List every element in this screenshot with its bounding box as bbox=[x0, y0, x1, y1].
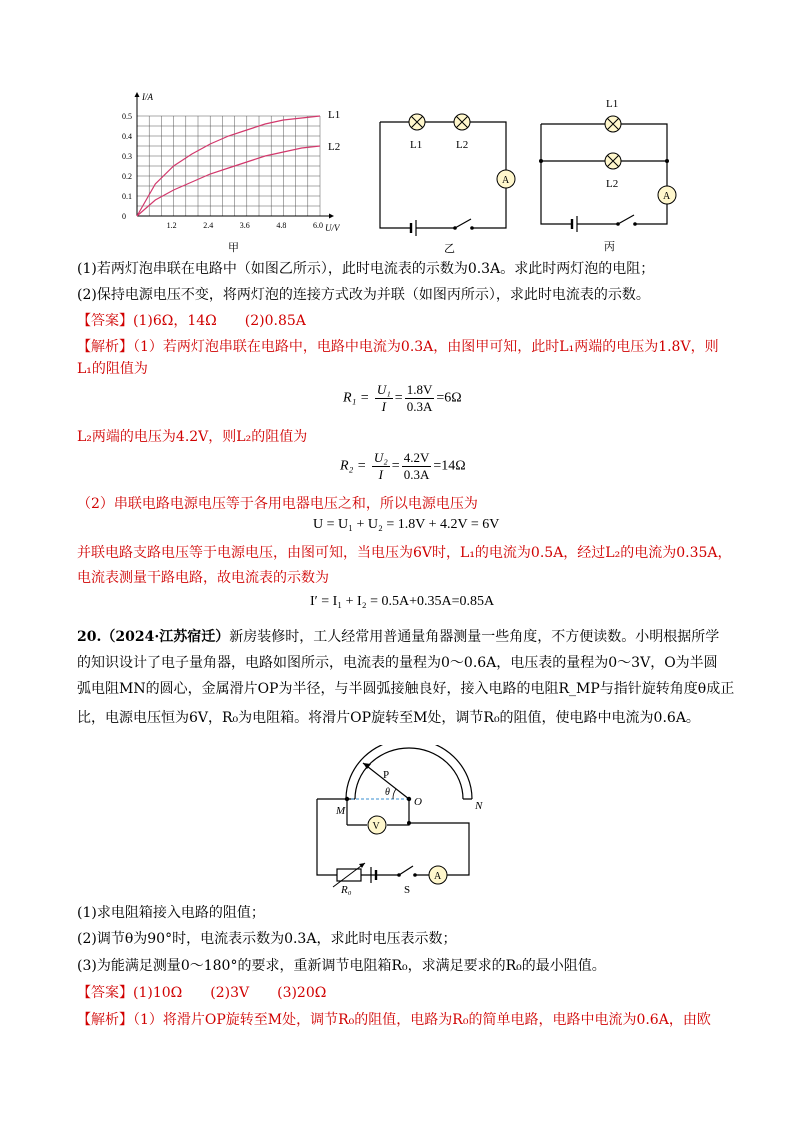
svg-text:A: A bbox=[663, 191, 671, 202]
switch-icon bbox=[397, 866, 417, 877]
switch-icon bbox=[616, 215, 637, 226]
q20-part1: (1)求电阻箱接入电路的阻值； bbox=[77, 905, 265, 921]
q19-analysis-line1: 【解析】（1）若两灯泡串联在电路中，电路中电流为0.3A，由图甲可知，此时L₁两端的电压为1.8V，则 bbox=[77, 339, 719, 355]
x-tick-label: 3.6 bbox=[239, 221, 250, 230]
series-line-l2 bbox=[137, 146, 320, 216]
question-source: （2024·江苏宿迁） bbox=[101, 629, 230, 645]
lamp-l1-icon bbox=[409, 114, 425, 130]
q19-part2: (2)保持电源电压不变，将两灯泡的连接方式改为并联（如图丙所示），求此时电流表的示数。 bbox=[77, 287, 650, 303]
caption-yi: 乙 bbox=[444, 243, 455, 255]
series-label-l2: L2 bbox=[328, 141, 340, 153]
lamp-l2-icon bbox=[454, 114, 470, 130]
q20-stem-line4: 比，电源电压恒为6V，R₀为电阻箱。将滑片OP旋转至M处，调节R₀的阻值，使电路中电流为0.6A。 bbox=[77, 710, 700, 726]
lamp-l1-icon bbox=[605, 116, 621, 132]
q19-analysis-line3: L₂两端的电压为4.2V，则L₂的阻值为 bbox=[77, 429, 308, 445]
svg-text:A: A bbox=[434, 871, 442, 882]
label-l1: L1 bbox=[410, 139, 423, 151]
svg-text:A: A bbox=[502, 175, 510, 186]
label-theta: θ bbox=[385, 787, 390, 798]
chart-ylabel: I/A bbox=[142, 92, 153, 102]
chart-axes bbox=[135, 92, 335, 219]
voltmeter-icon bbox=[368, 816, 386, 834]
series-label-l1: L1 bbox=[328, 109, 340, 121]
equation-u: U = U₁ + U₂ = 1.8V + 4.2V = 6V bbox=[313, 517, 500, 532]
q19-answer-line bbox=[77, 311, 306, 331]
y-tick-label: 0.1 bbox=[122, 192, 132, 201]
ammeter-icon bbox=[429, 866, 447, 884]
lamp-l2-icon bbox=[605, 153, 621, 169]
x-tick-label: 4.8 bbox=[276, 221, 287, 230]
q20-analysis-line1: 【解析】（1）将滑片OP旋转至M处，调节R₀的阻值，电路为R₀的简单电路，电路中电流为0.6A，由欧 bbox=[77, 1012, 711, 1028]
label-l2: L2 bbox=[456, 139, 469, 151]
q20-stem-line1: 20.（2024·江苏宿迁）新房装修时，工人经常用普通量角器测量一些角度，不方便读数。小明根据所学 bbox=[77, 629, 720, 645]
x-axis-arrow bbox=[329, 214, 334, 219]
q19-analysis-line6: 电流表测量干路电路，故电流表的示数为 bbox=[77, 570, 329, 586]
answer-tag: 【答案】 bbox=[77, 985, 133, 1001]
ammeter-icon bbox=[658, 186, 676, 204]
analysis-tag: 【解析】 bbox=[77, 339, 133, 355]
label-o: O bbox=[414, 796, 422, 808]
y-tick-label: 0.5 bbox=[122, 112, 132, 121]
label-p: P bbox=[383, 769, 390, 781]
q20-part2: (2)调节θ为90°时，电流表示数为0.3A，求此时电压表示数； bbox=[77, 931, 457, 947]
answer-text: (1)10Ω (2)3V (3)20Ω bbox=[133, 985, 327, 1001]
q19-analysis-line4: （2）串联电路电源电压等于各用电器电压之和，所以电源电压为 bbox=[77, 496, 478, 512]
chart-xlabel: U/V bbox=[325, 223, 340, 233]
q20-answer-line bbox=[77, 983, 326, 1003]
y-tick-label: 0 bbox=[122, 212, 126, 221]
equation-r1: R₁ = $\frac{\text{U₁}}{I}$ = $\frac{1.8V}{0.3A}$ =6Ω bbox=[343, 382, 462, 414]
y-tick-label: 0.4 bbox=[122, 132, 132, 141]
q19-analysis-line2: L₁的阻值为 bbox=[77, 361, 148, 377]
equation-i: I′ = I₁ + I₂ = 0.5A+0.35A=0.85A bbox=[310, 594, 495, 609]
x-tick-label: 6.0 bbox=[313, 221, 323, 230]
equation-r2: R₂ = $\frac{\text{U₂}}{I}$ = $\frac{4.2V}{0.3A}$ =14Ω bbox=[340, 450, 466, 482]
label-l2: L2 bbox=[606, 178, 619, 190]
iu-chart bbox=[110, 88, 340, 253]
chart-grid bbox=[137, 116, 320, 216]
answer-text: (1)6Ω，14Ω (2)0.85A bbox=[133, 313, 306, 329]
battery-icon bbox=[572, 216, 577, 232]
x-tick-label: 1.2 bbox=[166, 221, 177, 230]
answer-tag: 【答案】 bbox=[77, 313, 133, 329]
y-tick-label: 0.2 bbox=[122, 172, 132, 181]
question-number: 20. bbox=[77, 629, 102, 645]
q20-stem-line2: 的知识设计了电子量角器，电路如图所示，电流表的量程为0～0.6A，电压表的量程为0～3V，O为半圆 bbox=[77, 655, 718, 671]
circuit-parallel bbox=[533, 94, 683, 254]
analysis-tag: 【解析】 bbox=[77, 1012, 133, 1028]
label-m: M bbox=[336, 805, 346, 817]
q19-part1: (1)若两灯泡串联在电路中（如图乙所示），此时电流表的示数为0.3A。求此时两灯泡的电阻； bbox=[77, 261, 655, 277]
svg-text:V: V bbox=[372, 821, 380, 832]
switch-icon bbox=[453, 219, 474, 230]
caption-bing: 丙 bbox=[604, 241, 615, 253]
q20-stem-line3: 弧电阻MN的圆心，金属滑片OP为半径，与半圆弧接触良好，接入电路的电阻R_MP与指针旋转角度θ成正 bbox=[77, 681, 735, 697]
circuit-series bbox=[372, 100, 522, 255]
q20-part3: (3)为能满足测量0～180°的要求，重新调节电阻箱R₀，求满足要求的R₀的最小阻值。 bbox=[77, 958, 606, 974]
label-n: N bbox=[475, 800, 483, 812]
q19-analysis-line5: 并联电路支路电压等于电源电压，由图可知，当电压为6V时，L₁的电流为0.5A，经过L₂的电流为0.35A， bbox=[77, 545, 732, 561]
semicircle-resistor bbox=[346, 745, 472, 799]
battery-icon bbox=[411, 220, 416, 236]
label-s: S bbox=[404, 884, 411, 895]
label-l1: L1 bbox=[606, 98, 619, 110]
protractor-circuit bbox=[305, 745, 525, 895]
label-r0: R₀ bbox=[341, 884, 352, 895]
x-tick-label: 2.4 bbox=[203, 221, 214, 230]
y-axis-arrow bbox=[135, 92, 140, 97]
y-tick-label: 0.3 bbox=[122, 152, 132, 161]
chart-caption: 甲 bbox=[228, 242, 239, 253]
ammeter-icon bbox=[497, 170, 515, 188]
